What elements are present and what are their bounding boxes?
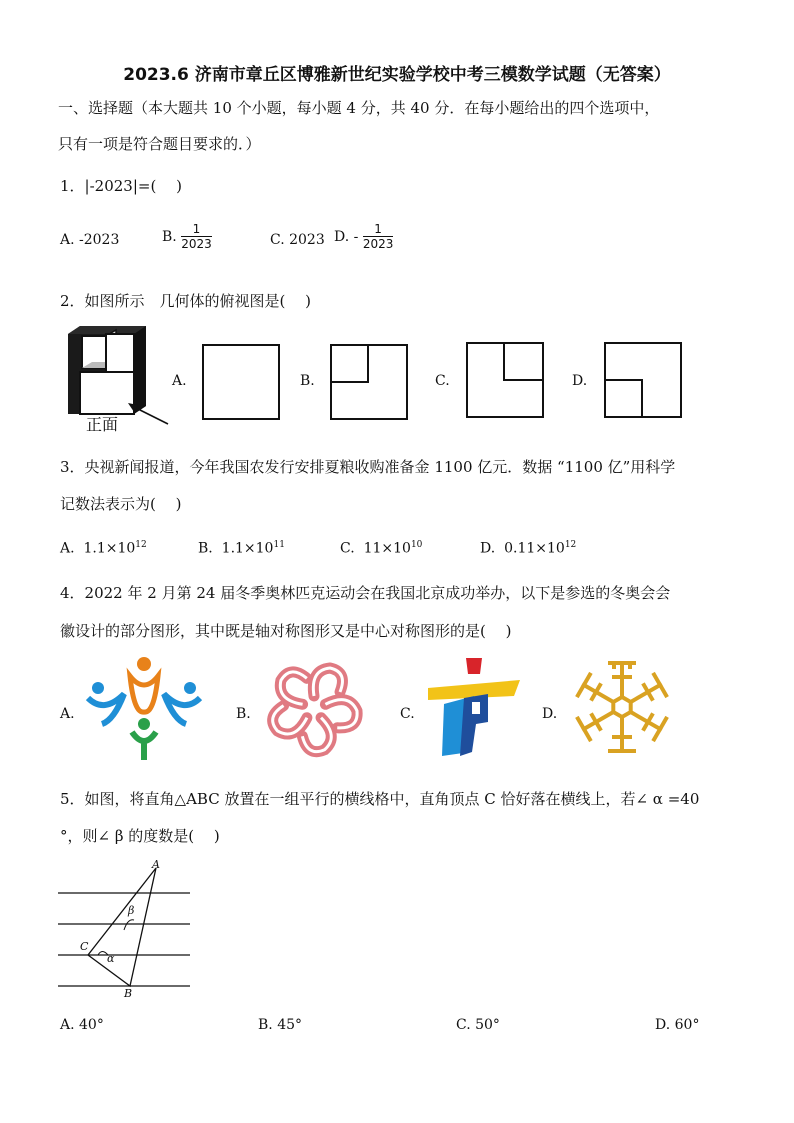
q4-stem-cont: 徽设计的部分图形，其中既是轴对称图形又是中心对称图形的是( ) (60, 622, 512, 640)
q4-option-c-emblem (424, 652, 524, 764)
q4-option-d-emblem (566, 654, 678, 760)
q2-stem: 2．如图所示 几何体的俯视图是( ) (60, 292, 312, 310)
q3-stem: 3．央视新闻报道，今年我国农发行安排夏粮收购准备金 1100 亿元．数据 “1100 亿”用科学 (60, 458, 676, 476)
vertex-b-label: B (124, 987, 133, 1000)
q1-option-d-fraction: $\frac{1}{2023}$ (362, 222, 394, 251)
page-title: 2023.6 济南市章丘区博雅新世纪实验学校中考三模数学试题（无答案） (123, 65, 671, 85)
q3-option-d: D. $0.11\times 10^{12}$ (480, 540, 577, 557)
q2-option-d-figure (604, 342, 684, 418)
q1-option-d: D. - $\frac{1}{2023}$ (334, 222, 394, 251)
q2-option-b-figure (330, 344, 410, 420)
q5-stem-cont: °，则∠ β 的度数是( ) (60, 827, 220, 845)
q4-option-d-label: D. (542, 706, 558, 722)
q5-option-b: B. 45° (258, 1017, 303, 1033)
q3-option-a: A. $1.1\times 10^{12}$ (60, 540, 147, 557)
q1-stem: 1．|-2023|=( ) (60, 177, 182, 195)
q2-option-a-label: A. (172, 373, 187, 389)
angle-alpha-label: α (107, 952, 115, 965)
q3-stem-cont: 记数法表示为( ) (60, 495, 182, 513)
q5-stem: 5．如图，将直角△ABC 放置在一组平行的横线格中，直角顶点 C 恰好落在横线上，若∠ α =40 (60, 790, 700, 808)
q1-option-c: C. 2023 (270, 232, 325, 248)
q3-option-b: B. $1.1\times 10^{11}$ (198, 540, 285, 557)
q4-stem: 4．2022 年 2 月第 24 届冬季奥林匹克运动会在我国北京成功举办，以下是参选的冬奥会会 (60, 584, 671, 602)
q4-option-b-label: B. (236, 706, 251, 722)
q5-option-a: A. 40° (60, 1017, 104, 1033)
section-heading: 一、选择题（本大题共 10 个小题，每小题 4 分，共 40 分．在每小题给出的四个选项中， (58, 99, 660, 117)
q1-option-a: A. -2023 (60, 232, 120, 248)
q5-triangle-figure (58, 858, 193, 1004)
front-label: 正面 (86, 415, 119, 434)
vertex-c-label: C (80, 940, 89, 953)
angle-beta-label: β (128, 904, 135, 917)
q4-option-a-emblem (84, 654, 204, 764)
front-arrow (126, 400, 170, 426)
q2-option-d-label: D. (572, 373, 588, 389)
q2-option-c-label: C. (435, 373, 450, 389)
section-heading-cont: 只有一项是符合题目要求的．） (58, 135, 261, 153)
vertex-a-label: A (152, 858, 160, 871)
q2-option-c-figure (466, 342, 546, 418)
q4-option-b-emblem (262, 656, 366, 760)
q4-option-a-label: A. (60, 706, 75, 722)
q1-option-b-fraction: $\frac{1}{2023}$ (181, 222, 212, 251)
q2-option-b-label: B. (300, 373, 315, 389)
q4-option-c-label: C. (400, 706, 415, 722)
q3-option-c: C. $11\times 10^{10}$ (340, 540, 423, 557)
q5-option-d: D. 60° (655, 1017, 700, 1033)
q1-option-b: B. $\frac{1}{2023}$ (162, 222, 212, 251)
q2-option-a-figure (202, 344, 282, 420)
q5-option-c: C. 50° (456, 1017, 500, 1033)
